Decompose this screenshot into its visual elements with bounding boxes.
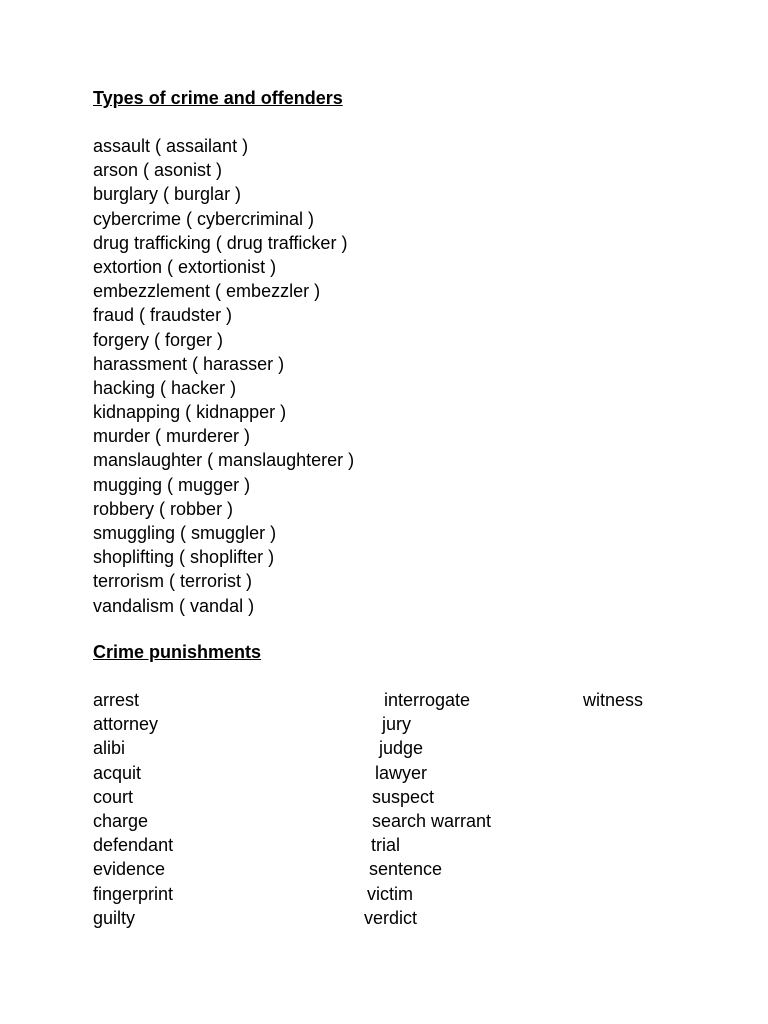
term-item: charge — [93, 810, 149, 831]
term-item: acquit — [93, 762, 142, 783]
crime-offender-list — [93, 134, 354, 618]
list-item: mugging ( mugger ) — [93, 474, 251, 495]
term-item: attorney — [93, 714, 159, 735]
list-item: terrorism ( terrorist ) — [93, 571, 252, 592]
list-item: kidnapping ( kidnapper ) — [93, 402, 287, 423]
term-item: interrogate — [384, 690, 471, 710]
list-item: vandalism ( vandal ) — [93, 595, 255, 616]
list-item: cybercrime ( cybercriminal ) — [93, 208, 315, 229]
list-item: assault ( assailant ) — [93, 136, 249, 156]
list-item: manslaughter ( manslaughterer ) — [93, 450, 355, 471]
list-item: arson ( asonist ) — [93, 160, 223, 181]
list-item: embezzlement ( embezzler ) — [93, 281, 321, 302]
list-item: hacking ( hacker ) — [93, 377, 237, 398]
term-column-3 — [583, 688, 643, 712]
term-item: guilty — [93, 907, 136, 928]
term-item: defendant — [93, 835, 174, 856]
list-item: murder ( murderer ) — [93, 426, 251, 447]
list-item: smuggling ( smuggler ) — [93, 523, 277, 543]
section-title-crime-types: Types of crime and offenders — [93, 88, 343, 108]
list-item: forgery ( forger ) — [93, 329, 224, 350]
term-item: judge — [379, 738, 424, 759]
list-item: burglary ( burglar ) — [93, 184, 242, 205]
list-item: harassment ( harasser ) — [93, 353, 285, 374]
term-item: alibi — [93, 738, 126, 759]
term-item: sentence — [369, 859, 443, 880]
term-item: witness — [583, 690, 644, 710]
term-item: lawyer — [375, 762, 428, 783]
list-item: shoplifting ( shoplifter ) — [93, 547, 275, 568]
term-item: verdict — [364, 907, 418, 928]
term-item: evidence — [93, 859, 166, 880]
term-item: arrest — [93, 690, 140, 710]
section-title-crime-punishments: Crime punishments — [93, 642, 262, 662]
term-item: suspect — [372, 786, 435, 807]
list-item: robbery ( robber ) — [93, 498, 234, 519]
term-item: court — [93, 786, 134, 807]
term-item: jury — [382, 714, 412, 735]
list-item: fraud ( fraudster ) — [93, 305, 233, 326]
list-item: drug trafficking ( drug trafficker ) — [93, 232, 348, 253]
term-item: victim — [367, 883, 413, 904]
term-item: trial — [371, 835, 401, 856]
term-item: fingerprint — [93, 883, 174, 904]
list-item: extortion ( extortionist ) — [93, 256, 277, 277]
term-item: search warrant — [372, 810, 492, 831]
